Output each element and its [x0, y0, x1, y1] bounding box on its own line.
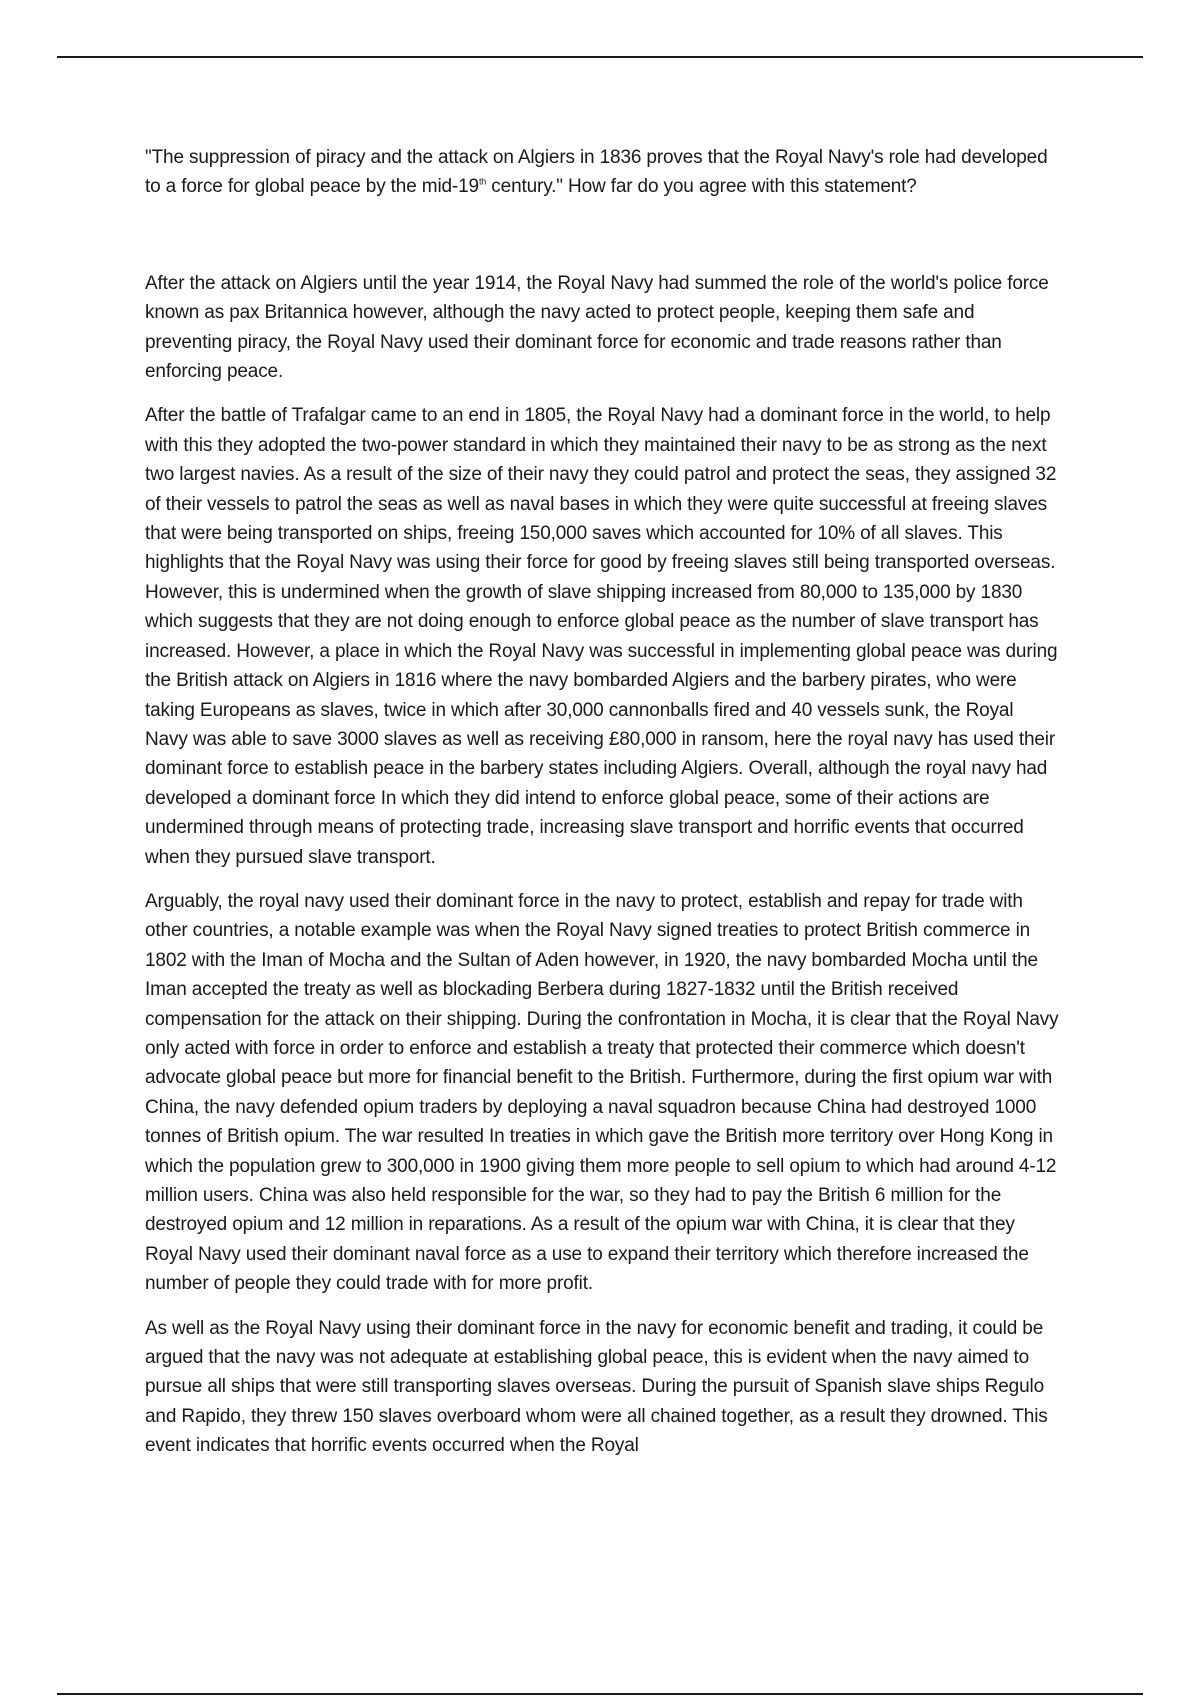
- question-text-end: century." How far do you agree with this statement?: [486, 176, 917, 198]
- paragraph-trafalgar: After the battle of Trafalgar came to an end in 1805, the Royal Navy had a dominant force in the world, to help with this they adopted the two-power standard in which they maintained their navy to be as strong as the next two largest navies. As a result of the size of their navy they could patrol and protect the seas, they assigned 32 of their vessels to patrol the seas as well as naval bases in which they were quite successful at freeing slaves that were being transported on ships, freeing 150,000 saves which accounted for 10% of all slaves. This highlights that the Royal Navy was using their force for good by freeing slaves still being transported overseas. However, this is undermined when the growth of slave shipping increased from 80,000 to 135,000 by 1830 which suggests that they are not doing enough to enforce global peace as the number of slave transport has increased. However, a place in which the Royal Navy was successful in implementing global peace was during the British attack on Algiers in 1816 where the navy bombarded Algiers and the barbery pirates, who were taking Europeans as slaves, twice in which after 30,000 cannonballs fired and 40 vessels sunk, the Royal Navy was able to save 3000 slaves as well as receiving £80,000 in ransom, here the royal navy has used their dominant force to establish peace in the barbery states including Algiers. Overall, although the royal navy had developed a dominant force In which they did intend to enforce global peace, some of their actions are undermined through means of protecting trade, increasing slave transport and horrific events that occurred when they pursued slave transport.: [145, 405, 1058, 868]
- paragraph-trade: Arguably, the royal navy used their dominant force in the navy to protect, establish and repay for trade with other countries, a notable example was when the Royal Navy signed treaties to protect British commerce in 1802 with the Iman of Mocha and the Sultan of Aden however, in 1920, the navy bombarded Mocha until the Iman accepted the treaty as well as blockading Berbera during 1827-1832 until the British received compensation for the attack on their shipping. During the confrontation in Mocha, it is clear that the Royal Navy only acted with force in order to enforce and establish a treaty that protected their commerce which doesn't advocate global peace but more for financial benefit to the British. Furthermore, during the first opium war with China, the navy defended opium traders by deploying a naval squadron because China had destroyed 1000 tonnes of British opium. The war resulted In treaties in which gave the British more territory over Hong Kong in which the population grew to 300,000 in 1900 giving them more people to sell opium to which had around 4-12 million users. China was also held responsible for the war, so they had to pay the British 6 million for the destroyed opium and 12 million in reparations. As a result of the opium war with China, it is clear that they Royal Navy used their dominant naval force as a use to expand their territory which therefore increased the number of people they could trade with for more profit.: [145, 890, 1059, 1295]
- header-rule: [57, 56, 1143, 58]
- paragraph-introduction: After the attack on Algiers until the year 1914, the Royal Navy had summed the role of the world's police force known as pax Britannica however, although the navy acted to protect people, keeping them safe and preventing piracy, the Royal Navy used their dominant force for economic and trade reasons rather than enforcing peace.: [145, 272, 1049, 383]
- question-text-start: "The suppression of piracy and the attack on Algiers in 1836 proves that the Royal Navy's role had developed to a force for global peace by the mid-19: [145, 147, 1048, 198]
- paragraph-slave-pursuit: As well as the Royal Navy using their dominant force in the navy for economic benefit and trading, it could be argued that the navy was not adequate at establishing global peace, this is evident when the navy aimed to pursue all ships that were still transporting slaves overseas. During the pursuit of Spanish slave ships Regulo and Rapido, they threw 150 slaves overboard whom were all chained together, as a result they drowned. This event indicates that horrific events occurred when the Royal: [145, 1317, 1048, 1457]
- question-superscript: th: [478, 177, 487, 188]
- essay-question: [145, 143, 1060, 202]
- footer-rule: [57, 1693, 1143, 1695]
- document-body: [145, 143, 1060, 1476]
